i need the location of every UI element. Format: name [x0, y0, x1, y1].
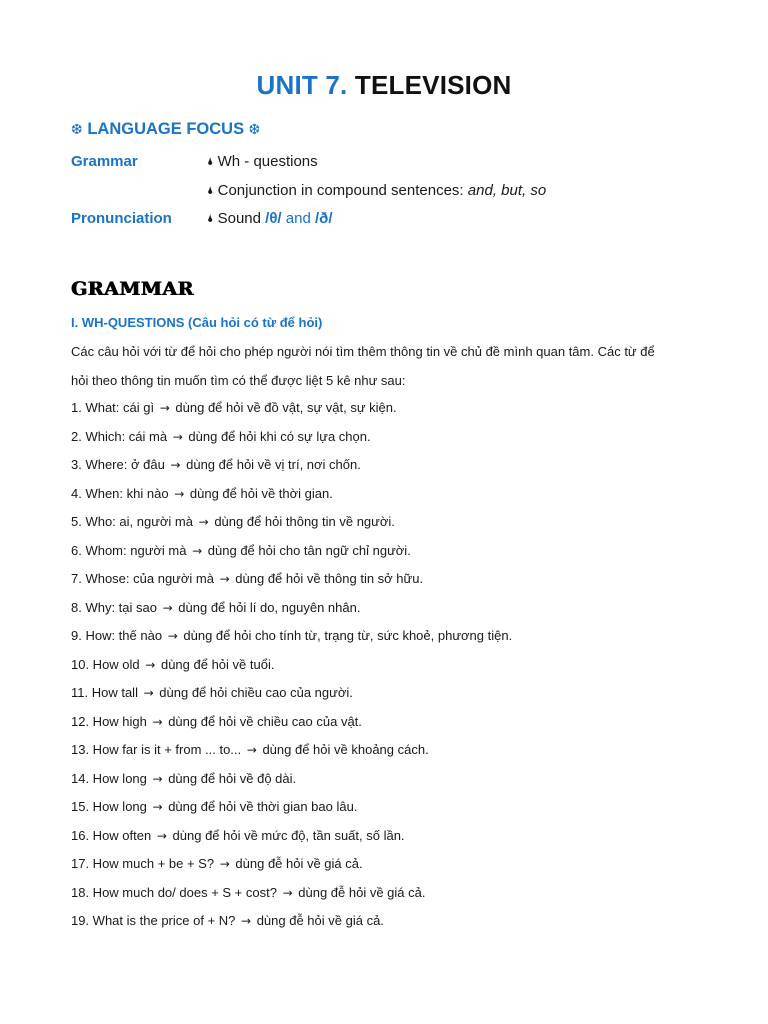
list-item — [71, 594, 711, 623]
unit-number: UNIT 7. — [256, 70, 348, 100]
right-arrow-icon: → — [219, 857, 230, 871]
right-arrow-icon: → — [246, 743, 257, 757]
list-item — [71, 651, 711, 680]
right-arrow-icon: → — [145, 657, 156, 672]
right-arrow-icon: → — [219, 572, 230, 586]
right-arrow-icon: → — [172, 429, 183, 444]
question-word: 17. How much + be + S? — [71, 856, 215, 871]
question-usage: dùng để hỏi khi có sự lựa chọn. — [188, 428, 371, 444]
language-focus-heading — [71, 120, 260, 139]
question-usage: dùng để hỏi chiều cao của người. — [159, 685, 353, 700]
list-item — [71, 565, 711, 594]
list-item — [71, 793, 711, 822]
right-arrow-icon: → — [156, 828, 167, 843]
question-word: 5. Who: ai, người mà — [71, 514, 193, 529]
pronunciation-item — [207, 207, 332, 231]
question-word: 16. How often — [71, 827, 152, 843]
list-item — [71, 708, 711, 737]
question-usage: dùng để hỏi về chiều cao của vật. — [168, 713, 362, 729]
question-usage: dùng để hỏi về thời gian bao lâu. — [168, 799, 358, 814]
right-arrow-icon: → — [152, 714, 163, 729]
question-word: 14. How long — [71, 770, 147, 786]
intro-line: Các câu hỏi với từ để hỏi cho phép người nói tìm thêm thông tin về chủ đề mình quan tâm. Các từ để — [71, 344, 655, 359]
question-usage: dùng để hỏi cho tân ngữ chỉ người. — [207, 542, 411, 558]
intro-paragraph — [71, 338, 701, 395]
question-word: 3. Where: ở đâu — [71, 457, 165, 472]
question-usage: dùng đễ hỏi về giá cả. — [256, 913, 384, 928]
right-arrow-icon: → — [192, 543, 203, 558]
conjunction-examples: and, but, so — [467, 182, 547, 199]
right-arrow-icon: → — [282, 885, 293, 900]
question-usage: dùng để hỏi về thời gian. — [189, 485, 333, 501]
drop-bullet-icon: 🌢 — [207, 184, 214, 197]
question-word: 10. How old — [71, 656, 140, 672]
grammar-heading: GRAMMAR — [71, 278, 194, 300]
question-usage: dùng để hỏi về đồ vật, sự vật, sự kiện. — [175, 400, 397, 415]
snowflake-icon: ❆ — [71, 122, 83, 138]
right-arrow-icon: → — [198, 515, 209, 529]
snowflake-icon: ❆ — [248, 122, 261, 138]
list-item — [71, 480, 711, 509]
question-word: 1. What: cái gì — [71, 400, 155, 415]
question-usage: dùng để hỏi về độ dài. — [168, 770, 297, 786]
right-arrow-icon: → — [241, 914, 252, 928]
question-word: 15. How long — [71, 799, 147, 814]
list-item — [71, 451, 711, 480]
right-arrow-icon: → — [162, 600, 173, 615]
question-usage: dùng để hỏi về mức độ, tần suất, số lần. — [172, 827, 405, 843]
question-word: 8. Why: tại sao — [71, 599, 157, 615]
list-item — [71, 879, 711, 908]
list-item — [71, 622, 711, 651]
language-focus-label: LANGUAGE FOCUS — [87, 120, 245, 138]
grammar-label: Grammar — [71, 153, 138, 170]
right-arrow-icon: → — [143, 686, 154, 700]
grammar-item-text: Conjunction in compound sentences: — [217, 182, 468, 199]
list-item — [71, 765, 711, 794]
list-item — [71, 822, 711, 851]
question-word: 4. When: khi nào — [71, 485, 169, 501]
list-item — [71, 537, 711, 566]
question-usage: dùng để hỏi về tuổi. — [160, 656, 275, 672]
right-arrow-icon: → — [170, 458, 181, 472]
ipa-eth: /ð/ — [314, 210, 333, 227]
question-word: 2. Which: cái mà — [71, 428, 168, 444]
question-word: 7. Whose: của người mà — [71, 571, 214, 586]
question-usage: dùng để hỏi về vị trí, nơi chốn. — [186, 457, 361, 472]
drop-bullet-icon: 🌢 — [207, 155, 214, 168]
question-usage: dùng đễ hỏi về giá cả. — [235, 856, 363, 871]
list-item — [71, 679, 711, 708]
list-item — [71, 508, 711, 537]
question-usage: dùng để hỏi về khoảng cách. — [262, 742, 429, 757]
question-usage: dùng để hỏi thông tin về người. — [214, 514, 395, 529]
question-usage: dùng đễ hỏi về giá cả. — [298, 884, 426, 900]
unit-name: TELEVISION — [354, 70, 512, 100]
list-item — [71, 736, 711, 765]
page-title — [0, 70, 768, 101]
right-arrow-icon: → — [174, 486, 185, 501]
list-item — [71, 423, 711, 452]
question-word: 13. How far is it + from ... to... — [71, 742, 242, 757]
question-word: 11. How tall — [71, 685, 138, 700]
question-usage: dùng để hỏi lí do, nguyên nhân. — [178, 599, 361, 615]
question-usage: dùng để hỏi cho tính từ, trạng từ, sức khoẻ, phương tiện. — [183, 628, 513, 643]
right-arrow-icon: → — [159, 401, 170, 415]
and-word: and — [285, 210, 311, 227]
question-word: 12. How high — [71, 713, 147, 729]
right-arrow-icon: → — [152, 771, 163, 786]
list-item — [71, 394, 711, 423]
pronunciation-label: Pronunciation — [71, 210, 172, 227]
question-word: 18. How much do/ does + S + cost? — [71, 884, 277, 900]
question-word: 19. What is the price of + N? — [71, 913, 236, 928]
intro-line: hỏi theo thông tin muốn tìm có thể được liệt 5 kê như sau: — [71, 372, 406, 388]
right-arrow-icon: → — [152, 800, 163, 814]
drop-bullet-icon: 🌢 — [207, 212, 214, 225]
question-word: 9. How: thế nào — [71, 628, 163, 643]
wh-questions-title: I. WH-QUESTIONS (Câu hỏi có từ để hỏi) — [71, 315, 323, 330]
grammar-item — [207, 150, 318, 174]
question-word: 6. Whom: người mà — [71, 542, 187, 558]
grammar-item-text: Wh - questions — [217, 153, 318, 170]
list-item — [71, 907, 711, 936]
list-item — [71, 850, 711, 879]
right-arrow-icon: → — [167, 629, 178, 643]
wh-questions-list — [71, 394, 711, 936]
grammar-item — [207, 179, 546, 203]
question-usage: dùng để hỏi về thông tin sở hữu. — [235, 571, 424, 586]
ipa-theta: /θ/ — [265, 210, 282, 227]
sound-label: Sound — [217, 210, 266, 227]
